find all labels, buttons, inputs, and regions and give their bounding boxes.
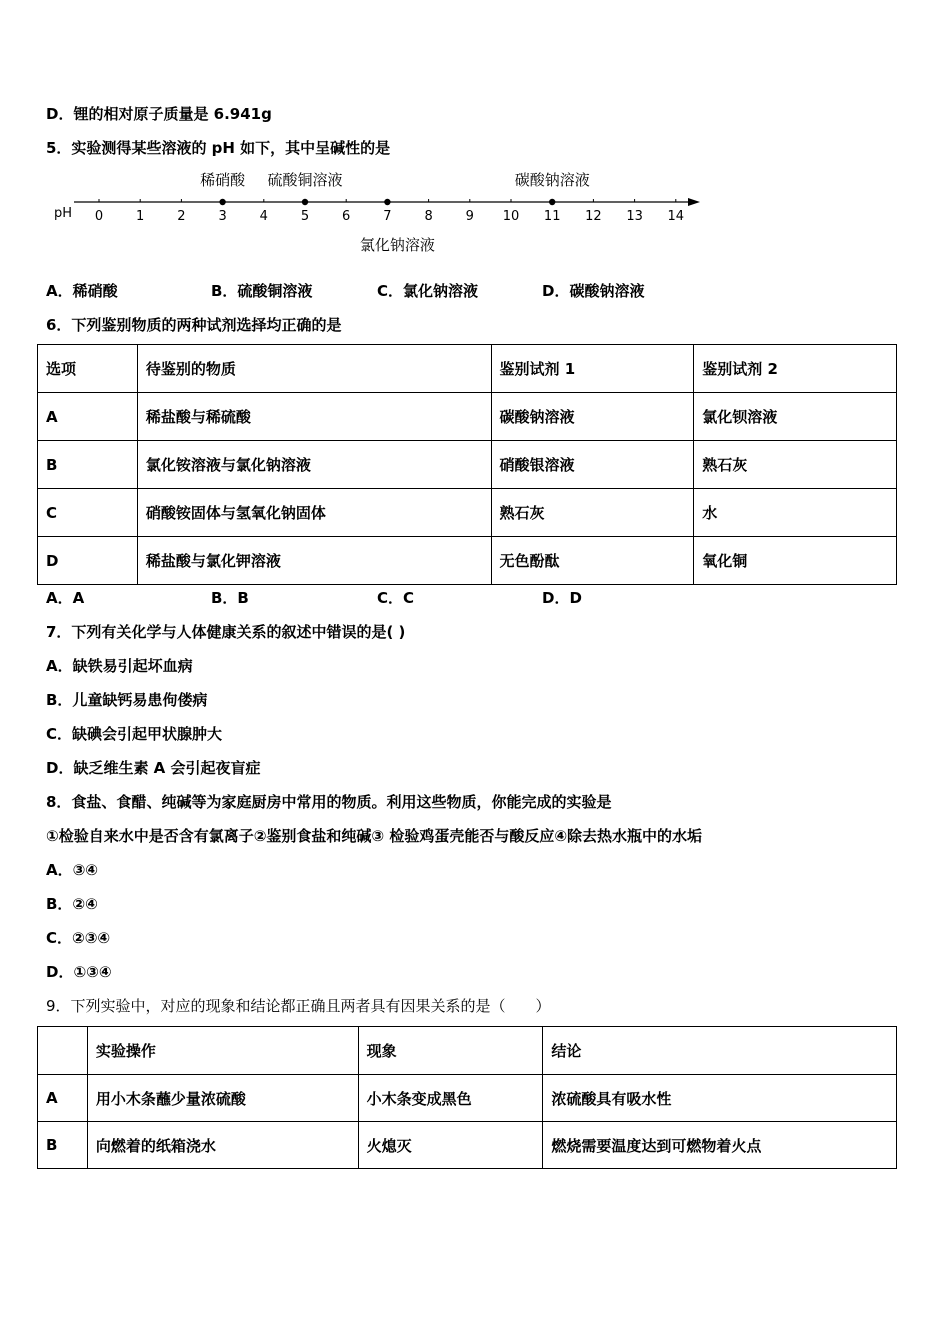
q4-option-d: D．锂的相对原子质量是 6.941g xyxy=(46,105,272,123)
q6-option-d: D．D xyxy=(542,589,582,607)
table-cell: 氯化钡溶液 xyxy=(694,393,897,441)
ph-tick-label: 6 xyxy=(342,209,351,224)
ph-point-label: 稀硝酸 xyxy=(200,171,246,189)
table-cell: A xyxy=(38,393,138,441)
table-row xyxy=(38,1075,897,1122)
ph-tick-label: 0 xyxy=(94,209,104,224)
table-row xyxy=(38,393,897,441)
q6-option-a: A．A xyxy=(46,589,85,607)
table-cell: 向燃着的纸箱浇水 xyxy=(87,1122,358,1169)
ph-tick-label: 12 xyxy=(585,209,602,224)
table-row xyxy=(38,489,897,537)
ph-tick-label: 5 xyxy=(300,209,310,224)
ph-tick-label: 13 xyxy=(626,209,643,224)
q7-option-a: A．缺铁易引起坏血病 xyxy=(46,657,193,675)
q6-table xyxy=(37,344,897,585)
ph-point xyxy=(549,199,555,205)
q7-option-d: D．缺乏维生素 A 会引起夜盲症 xyxy=(46,759,261,777)
ph-tick-label: 10 xyxy=(502,209,520,224)
q5-stem: 5．实验测得某些溶液的 pH 如下，其中呈碱性的是 xyxy=(46,139,391,157)
table-cell: 碳酸钠溶液 xyxy=(491,393,694,441)
q6-option-c: C．C xyxy=(377,589,415,607)
q8-option-c: C．②③④ xyxy=(46,929,111,947)
header-cell xyxy=(38,1027,88,1075)
table-header-row xyxy=(38,345,897,393)
ph-tick-label: 2 xyxy=(177,209,186,224)
table-row xyxy=(38,1122,897,1169)
header-cell: 现象 xyxy=(358,1027,543,1075)
ph-point-label: 碳酸钠溶液 xyxy=(514,171,590,189)
q7-option-c: C．缺碘会引起甲状腺肿大 xyxy=(46,725,223,743)
table-cell: 水 xyxy=(694,489,897,537)
q7-stem: 7．下列有关化学与人体健康关系的叙述中错误的是( ) xyxy=(46,623,406,641)
ph-tick-label: 4 xyxy=(259,209,268,224)
table-cell: 氧化铜 xyxy=(694,537,897,585)
q8-items: ①检验自来水中是否含有氯离子②鉴别食盐和纯碱③ 检验鸡蛋壳能否与酸反应④除去热水瓶中的水垢 xyxy=(46,827,703,845)
q5-option-c: C．氯化钠溶液 xyxy=(377,282,479,300)
table-cell: 熟石灰 xyxy=(694,441,897,489)
table-cell: 硝酸银溶液 xyxy=(491,441,694,489)
q8-option-d: D．①③④ xyxy=(46,963,112,981)
header-cell: 结论 xyxy=(543,1027,897,1075)
ph-tick-label: 8 xyxy=(424,209,433,224)
table-cell: 浓硫酸具有吸水性 xyxy=(543,1075,897,1122)
q8-option-a: A．③④ xyxy=(46,861,99,879)
ph-point-label: 氯化钠溶液 xyxy=(359,236,435,254)
header-cell: 实验操作 xyxy=(87,1027,358,1075)
header-cell: 选项 xyxy=(38,345,138,393)
table-cell: 用小木条蘸少量浓硫酸 xyxy=(87,1075,358,1122)
q9-table xyxy=(37,1026,897,1169)
table-cell: C xyxy=(38,489,138,537)
ph-tick-label: 7 xyxy=(383,209,392,224)
header-cell: 待鉴别的物质 xyxy=(137,345,491,393)
table-cell: D xyxy=(38,537,138,585)
q6-stem: 6．下列鉴别物质的两种试剂选择均正确的是 xyxy=(46,316,342,334)
ph-tick-label: 9 xyxy=(465,209,474,224)
ph-tick-label: 11 xyxy=(543,209,561,224)
ph-scale-figure xyxy=(46,168,746,258)
q9-stem: 9．下列实验中，对应的现象和结论都正确且两者具有因果关系的是（ ） xyxy=(46,997,551,1015)
ph-tick-label: 14 xyxy=(667,209,685,224)
q8-stem: 8．食盐、食醋、纯碱等为家庭厨房中常用的物质。利用这些物质，你能完成的实验是 xyxy=(46,793,612,811)
ph-tick-label: 1 xyxy=(136,209,145,224)
table-header-row xyxy=(38,1027,897,1075)
table-cell: B xyxy=(38,1122,88,1169)
table-cell: 熟石灰 xyxy=(491,489,694,537)
ph-point xyxy=(384,199,390,205)
q5-option-d: D．碳酸钠溶液 xyxy=(542,282,645,300)
table-cell: B xyxy=(38,441,138,489)
table-cell: 燃烧需要温度达到可燃物着火点 xyxy=(543,1122,897,1169)
table-cell: 小木条变成黑色 xyxy=(358,1075,543,1122)
table-row xyxy=(38,537,897,585)
ph-point-label: 硫酸铜溶液 xyxy=(267,171,343,189)
header-cell: 鉴别试剂 1 xyxy=(491,345,694,393)
table-cell: 无色酚酞 xyxy=(491,537,694,585)
table-cell: 硝酸铵固体与氢氧化钠固体 xyxy=(137,489,491,537)
ph-point xyxy=(302,199,308,205)
q7-option-b: B．儿童缺钙易患佝偻病 xyxy=(46,691,208,709)
table-cell: 氯化铵溶液与氯化钠溶液 xyxy=(137,441,491,489)
ph-point xyxy=(219,199,225,205)
q5-option-b: B．硫酸铜溶液 xyxy=(211,282,313,300)
table-cell: 稀盐酸与氯化钾溶液 xyxy=(137,537,491,585)
table-cell: 火熄灭 xyxy=(358,1122,543,1169)
table-row xyxy=(38,441,897,489)
q6-option-b: B．B xyxy=(211,589,249,607)
q5-option-a: A．稀硝酸 xyxy=(46,282,118,300)
q8-option-b: B．②④ xyxy=(46,895,98,913)
table-cell: 稀盐酸与稀硫酸 xyxy=(137,393,491,441)
header-cell: 鉴别试剂 2 xyxy=(694,345,897,393)
ph-axis-label: pH xyxy=(54,206,73,221)
ph-axis-arrow xyxy=(688,198,700,206)
table-cell: A xyxy=(38,1075,88,1122)
ph-tick-label: 3 xyxy=(218,209,227,224)
